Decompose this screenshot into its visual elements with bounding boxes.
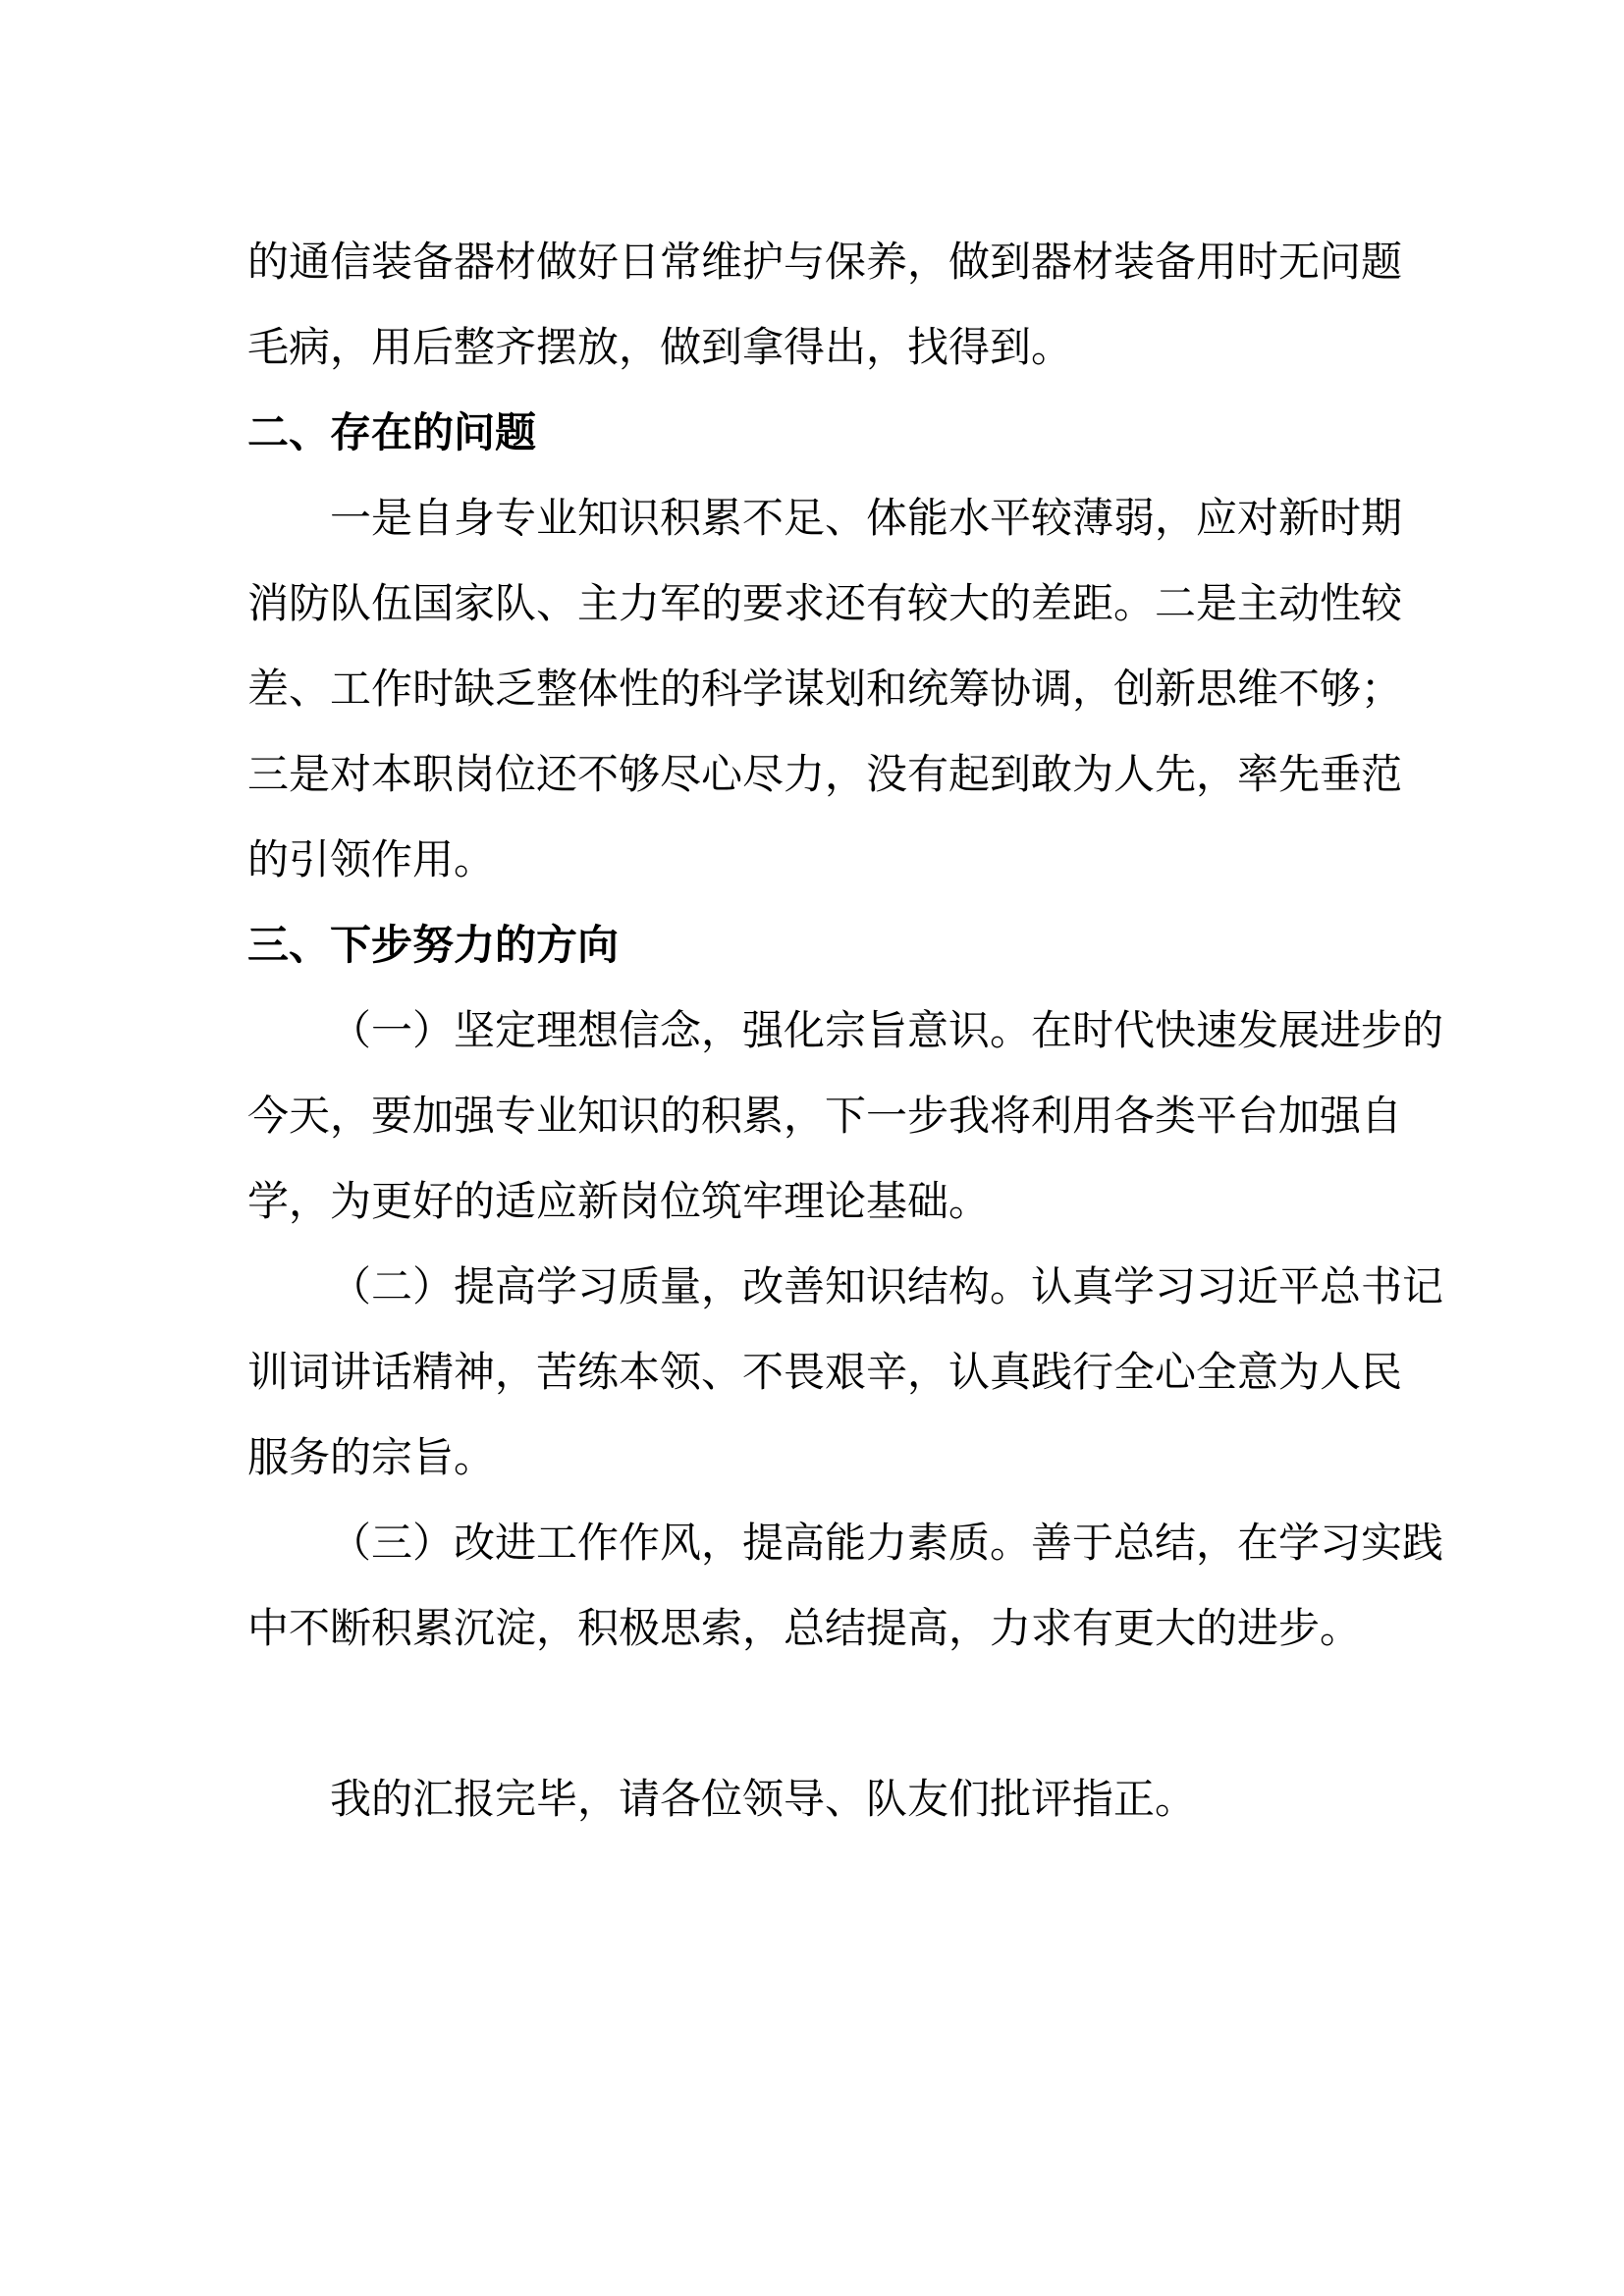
body-line: 的通信装备器材做好日常维护与保养，做到器材装备用时无问题 bbox=[247, 238, 1403, 286]
problems-paragraph-line: 消防队伍国家队、主力军的要求还有较大的差距。二是主动性较 bbox=[247, 579, 1403, 627]
problems-paragraph-line: 差、工作时缺乏整体性的科学谋划和统筹协调，创新思维不够； bbox=[247, 665, 1403, 713]
direction-item-1-line: 学，为更好的适应新岗位筑牢理论基础。 bbox=[247, 1177, 991, 1225]
blank-line bbox=[247, 1671, 1396, 1756]
section-heading-direction: 三、下步努力的方向 bbox=[247, 921, 620, 969]
direction-item-1-line: 今天，要加强专业知识的积累，下一步我将利用各类平台加强自 bbox=[247, 1092, 1403, 1140]
direction-item-2-line: 训词讲话精神，苦练本领、不畏艰辛，认真践行全心全意为人民 bbox=[247, 1348, 1403, 1396]
direction-item-1-line: （一）坚定理想信念，强化宗旨意识。在时代快速发展进步的 bbox=[330, 1006, 1444, 1054]
direction-item-3-line: 中不断积累沉淀，积极思索，总结提高，力求有更大的进步。 bbox=[247, 1604, 1362, 1652]
problems-paragraph-line: 三是对本职岗位还不够尽心尽力，没有起到敢为人先，率先垂范 bbox=[247, 750, 1403, 798]
body-line: 毛病，用后整齐摆放，做到拿得出，找得到。 bbox=[247, 323, 1073, 371]
direction-item-2-line: （二）提高学习质量，改善知识结构。认真学习习近平总书记 bbox=[330, 1262, 1444, 1310]
section-heading-problems: 二、存在的问题 bbox=[247, 408, 537, 456]
problems-paragraph-line: 一是自身专业知识积累不足、体能水平较薄弱，应对新时期 bbox=[330, 494, 1403, 542]
problems-paragraph-line: 的引领作用。 bbox=[247, 835, 496, 883]
direction-item-2-line: 服务的宗旨。 bbox=[247, 1433, 496, 1481]
closing-statement: 我的汇报完毕，请各位领导、队友们批评指正。 bbox=[330, 1775, 1197, 1823]
direction-item-3-line: （三）改进工作作风，提高能力素质。善于总结，在学习实践 bbox=[330, 1519, 1444, 1567]
document-body bbox=[247, 219, 1444, 1842]
